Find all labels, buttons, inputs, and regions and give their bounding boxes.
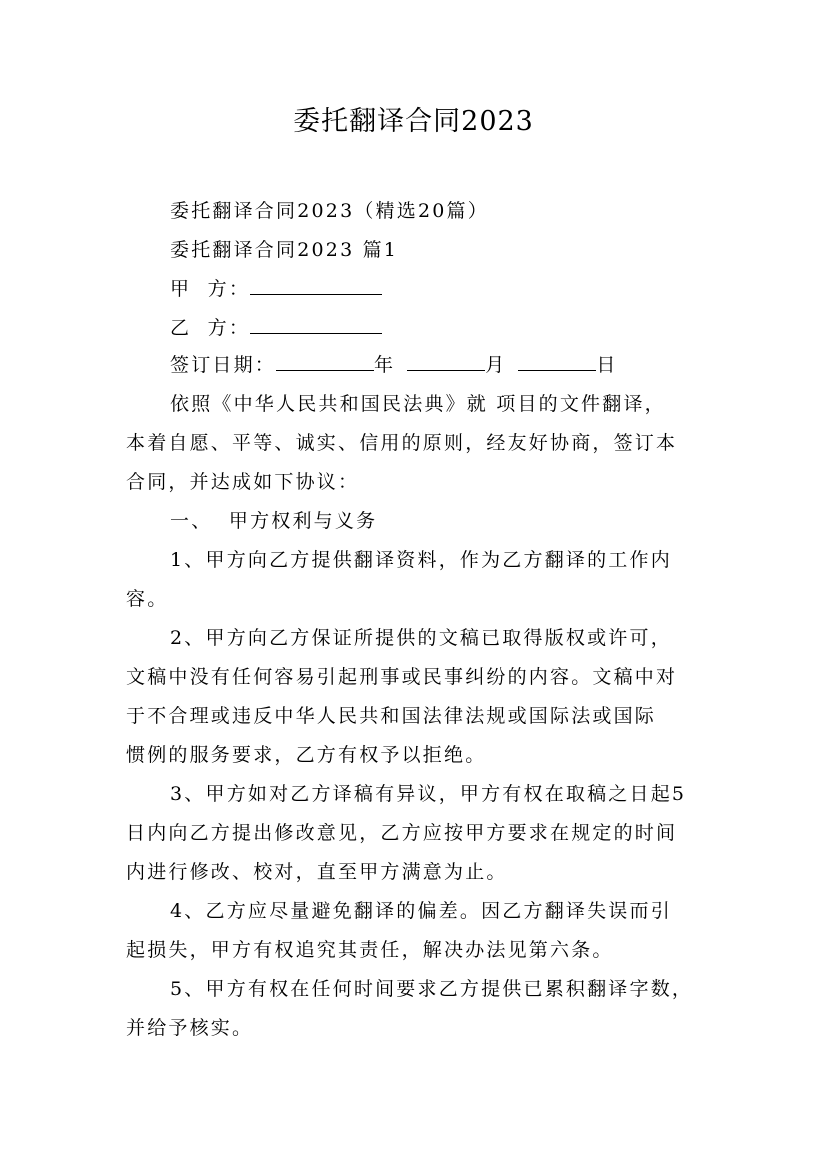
paragraph-line: 文稿中没有任何容易引起刑事或民事纠纷的内容。文稿中对 xyxy=(126,666,678,688)
day-blank xyxy=(518,352,596,371)
paragraph-line: 并给予核实。 xyxy=(126,1017,254,1039)
day-label: 日 xyxy=(596,354,618,376)
month-blank xyxy=(407,352,485,371)
date-label: 签订日期： xyxy=(170,354,277,376)
paragraph-line: 日内向乙方提出修改意见，乙方应按甲方要求在规定的时间 xyxy=(126,822,678,844)
paragraph-line: 合同，并达成如下协议： xyxy=(126,471,360,493)
paragraph-line: 内进行修改、校对，直至甲方满意为止。 xyxy=(126,861,508,883)
paragraph-line: 本着自愿、平等、诚实、信用的原则，经友好协商，签订本 xyxy=(126,432,678,454)
document-title: 委托翻译合同2023 xyxy=(293,106,534,137)
part-heading: 委托翻译合同2023 篇1 xyxy=(170,239,399,261)
paragraph-line: 2、甲方向乙方保证所提供的文稿已取得版权或许可， xyxy=(170,627,672,649)
paragraph-line: 起损失，甲方有权追究其责任，解决办法见第六条。 xyxy=(126,939,614,961)
paragraph-line: 4、乙方应尽量避免翻译的偏差。因乙方翻译失误而引 xyxy=(170,900,672,922)
paragraph-line: 3、甲方如对乙方译稿有异议，甲方有权在取稿之日起5 xyxy=(170,783,687,805)
party-b-blank xyxy=(250,315,382,334)
party-b-line xyxy=(170,313,716,343)
party-a-label: 甲 方： xyxy=(170,278,251,300)
party-a-blank xyxy=(250,276,382,295)
paragraph-line: 5、甲方有权在任何时间要求乙方提供已累积翻译字数， xyxy=(170,978,694,1000)
paragraph-line: 惯例的服务要求，乙方有权予以拒绝。 xyxy=(126,744,487,766)
party-b-label: 乙 方： xyxy=(170,317,251,339)
month-label: 月 xyxy=(485,354,507,376)
party-a-line xyxy=(170,274,716,304)
paragraph-line: 容。 xyxy=(126,588,169,610)
sign-date-line xyxy=(170,350,716,380)
year-blank xyxy=(276,352,374,371)
paragraph-line: 依照《中华人民共和国民法典》就 项目的文件翻译， xyxy=(170,393,666,415)
year-label: 年 xyxy=(374,354,396,376)
paragraph-line: 于不合理或违反中华人民共和国法律法规或国际法或国际 xyxy=(126,705,657,727)
document-subtitle: 委托翻译合同2023（精选20篇） xyxy=(170,200,489,222)
section-heading: 一、 甲方权利与义务 xyxy=(170,510,378,532)
paragraph-line: 1、甲方向乙方提供翻译资料，作为乙方翻译的工作内 xyxy=(170,549,672,571)
